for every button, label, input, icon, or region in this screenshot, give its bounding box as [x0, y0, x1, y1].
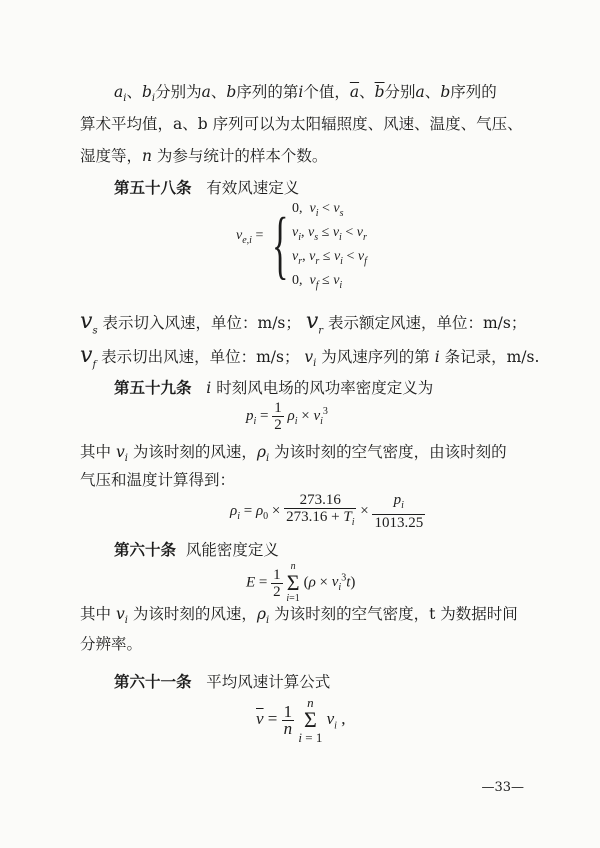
paragraph-line: 其中 $v_i$ 为该时刻的风速，$\rho_i$ 为该时刻的空气密度，由该时刻的: [80, 443, 507, 465]
article-heading: 第六十条: [114, 540, 177, 559]
paragraph-line: 其中 $v_i$ 为该时刻的风速，$\rho_i$ 为该时刻的空气密度，t 为数据时间: [80, 605, 518, 627]
paragraph-line: 分辨率。: [80, 635, 143, 653]
paragraph-line: 气压和温度计算得到：: [80, 471, 236, 489]
effective-wind-lhs: $v_{e,i}$ =: [236, 228, 264, 246]
article-58-heading-line: [114, 178, 556, 198]
article-heading: 第六十一条: [114, 672, 192, 691]
paragraph-line: 算术平均值，a、b 序列可以为太阳辐照度、风速、温度、气压、: [80, 115, 523, 133]
paragraph-line: $v_f$ 表示切出风速，单位：m/s； $v_i$ 为风速序列的第 i 条记录，m/s.: [80, 343, 540, 371]
case-line: $v_i$, $v_s \le v_i < v_r$: [292, 225, 367, 243]
article-title: 平均风速计算公式: [206, 673, 331, 691]
energy-density-formula: E = $\frac{1}{2}$ n Σ i=1 $(\rho \times v_i^3t)$: [246, 561, 356, 604]
article-61-heading-line: [114, 672, 556, 692]
paragraph-line: $a_i$、$b_i$分别为a、b序列的第i个值，$\overline{a}$、$\overline{b}$分别a、b序列的: [114, 83, 497, 105]
air-density-formula: $\rho_i = \rho_0$ × $\frac{273.16}{273.16 + T_i}$ × $\frac{p_i}{1013.25}$: [230, 492, 424, 531]
paragraph-line: $v_s$ 表示切入风速，单位：m/s； $v_r$ 表示额定风速，单位：m/s；: [80, 309, 527, 337]
article-title: 有效风速定义: [206, 179, 300, 197]
page-number: —33—: [481, 780, 524, 795]
article-heading: 第五十八条: [114, 178, 192, 197]
case-line: 0, $v_f \le v_i$: [292, 273, 343, 291]
power-density-formula: $p_i$ = $\frac{1}{2}$ $\rho_i \times v_i^3$: [246, 400, 328, 433]
left-brace: {: [272, 203, 289, 287]
article-60-heading-line: [114, 540, 556, 560]
article-heading: 第五十九条: [114, 378, 192, 397]
article-title: 风能密度定义: [185, 541, 279, 559]
case-line: $v_r$, $v_r \le v_i < v_f$: [292, 249, 367, 267]
paragraph-line: 湿度等，n 为参与统计的样本个数。: [80, 147, 328, 165]
mean-wind-formula: $\overline{v}$ = $\frac{1}{n}$ n Σ i = 1 $v_i$ ,: [256, 695, 346, 745]
case-line: 0, $v_i < v_s$: [292, 201, 344, 219]
article-59-heading-line: 第五十九条 i 时刻风电场的风功率密度定义为: [114, 378, 434, 397]
